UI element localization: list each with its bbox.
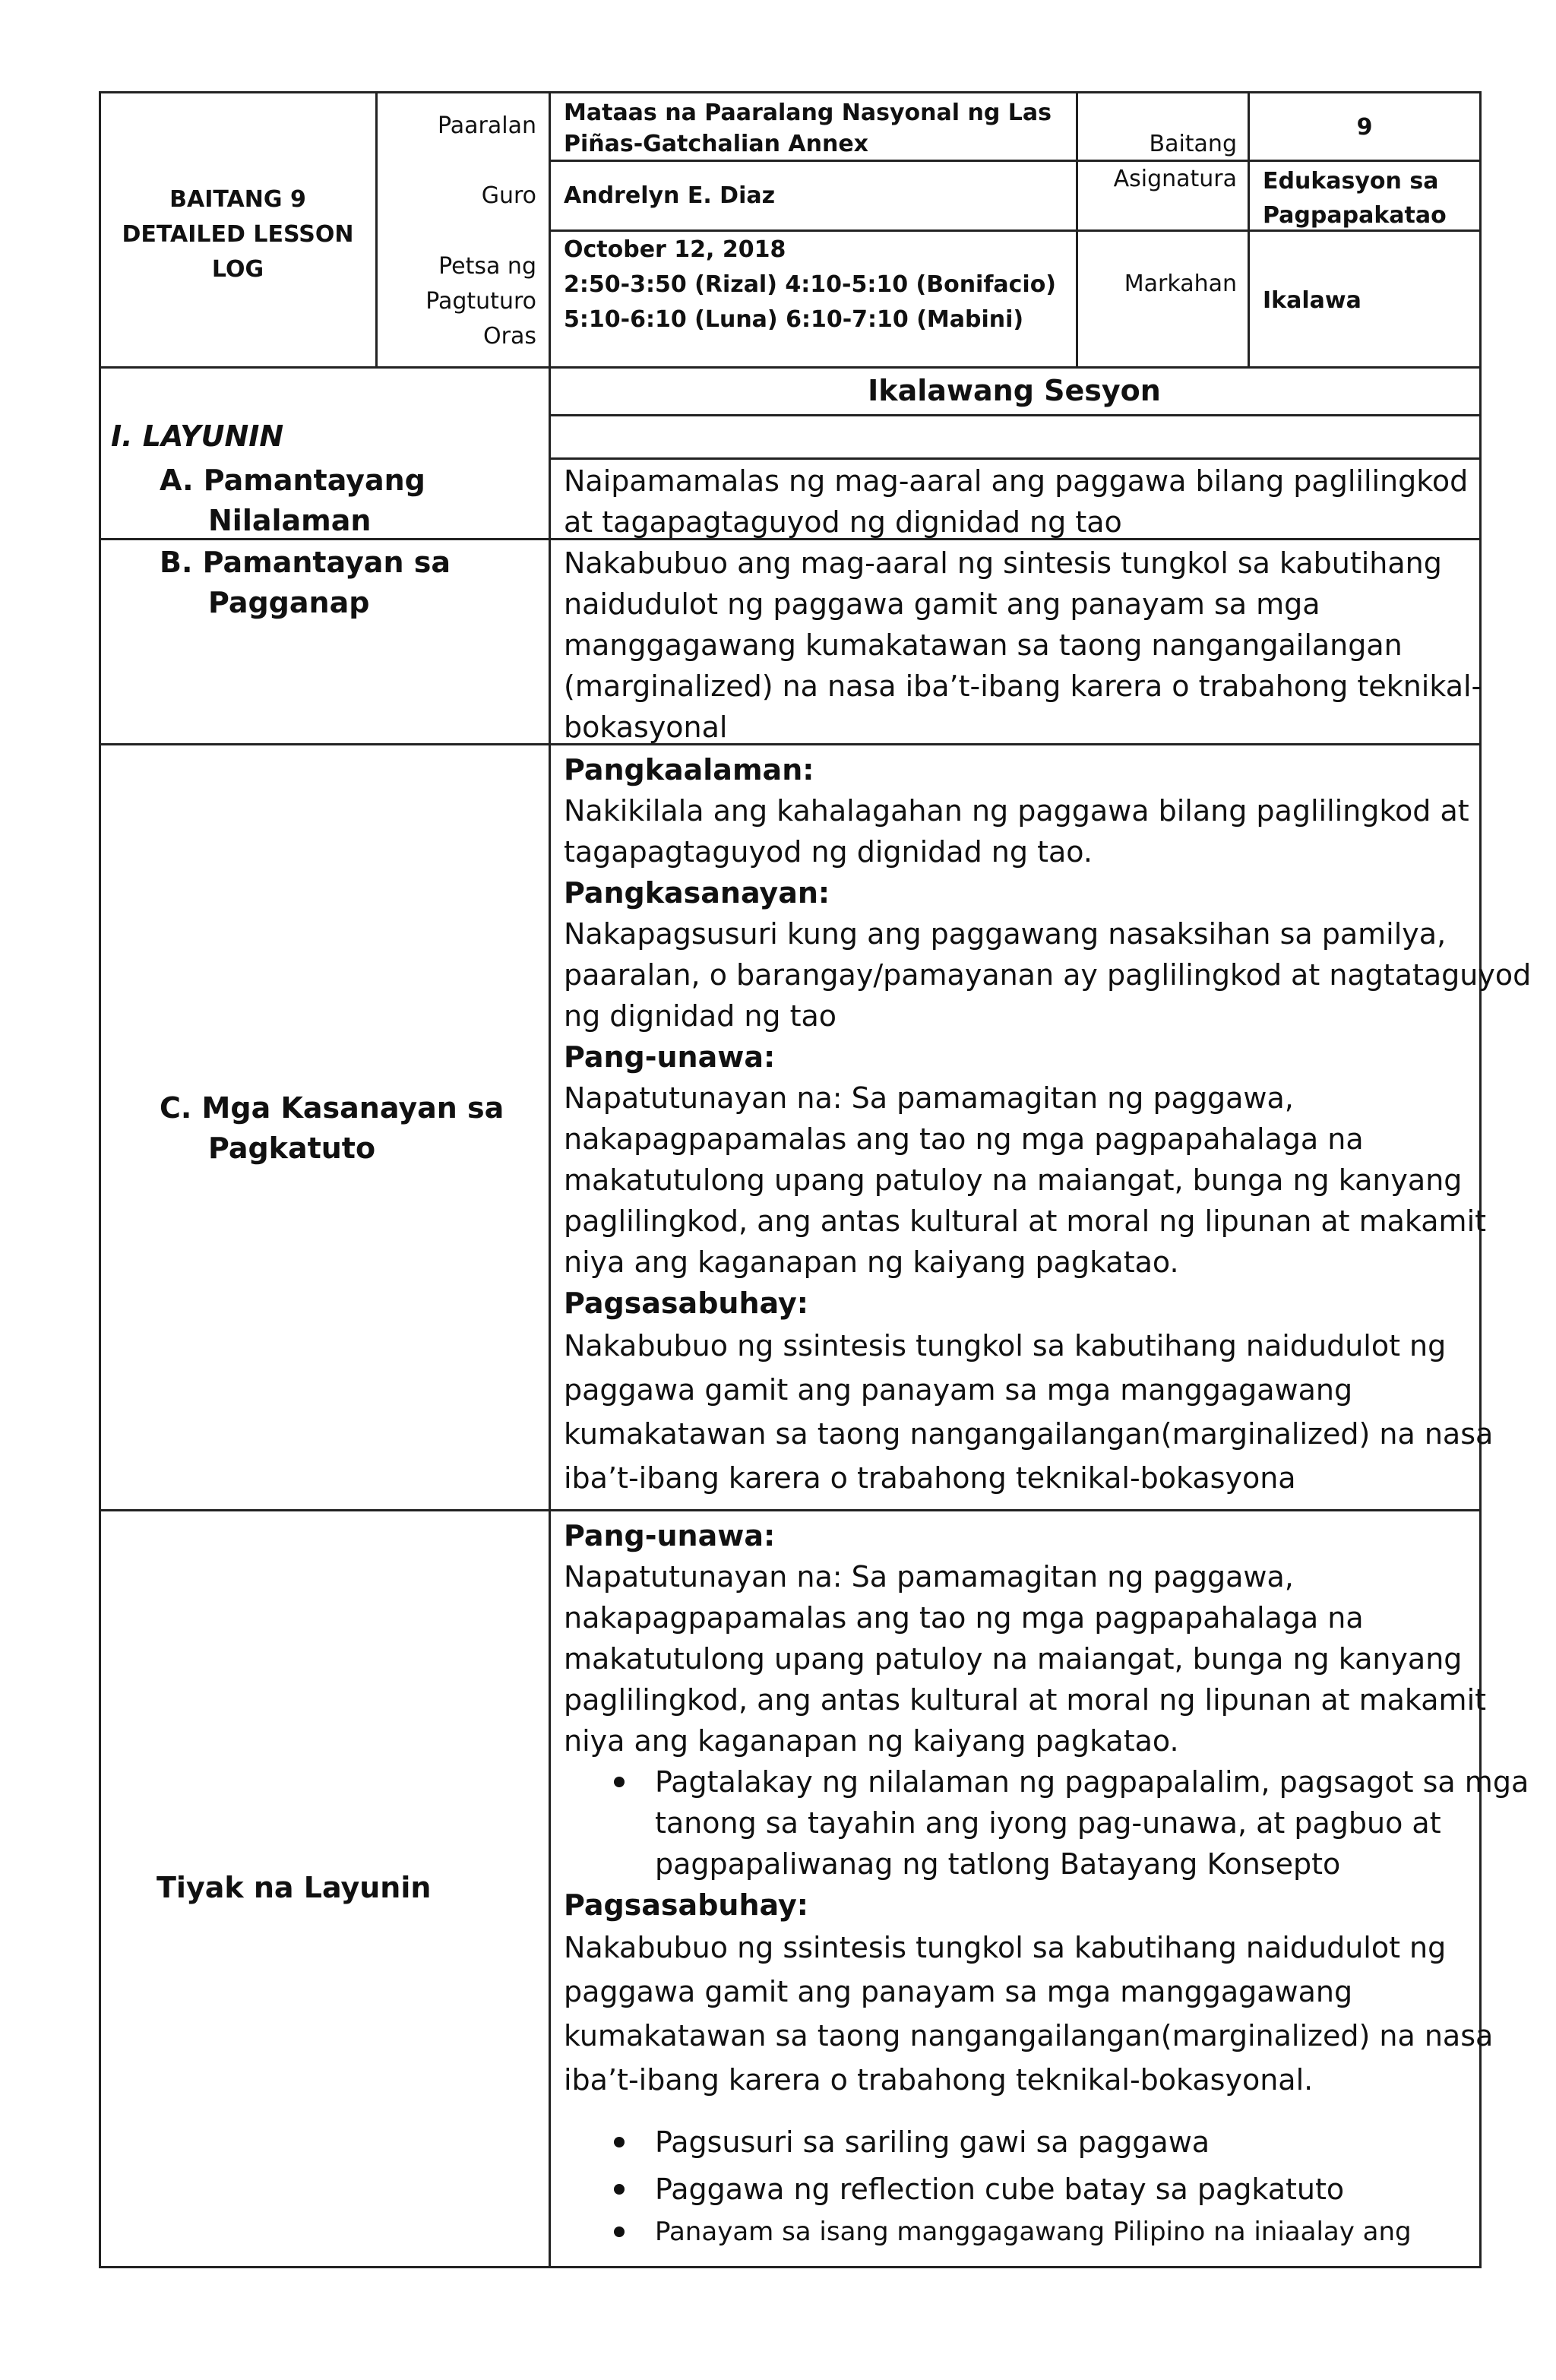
row-b-content: Nakabubuo ang mag-aaral ng sintesis tungkol sa kabutihang naidudulot ng paggawa gamit ang panayam sa mga manggagawang kumakatawan sa taong nangangailangan (marginalized) na nasa iba’t-ibang karera o trabahong teknikal- bokasyonal	[564, 546, 1482, 744]
row-d-content-bottom: Pagsasabuhay: Nakabubuo ng ssintesis tungkol sa kabutihang naidudulot ng paggawa gamit ang panayam sa mga manggagawang kumakatawan sa taong nangangailangan(marginalized) na nasa iba’t-ibang karera o trabahong teknikal-bokasyonal.	[564, 1885, 1493, 2102]
asignatura-value: Edukasyon sa Pagpapakatao	[1263, 168, 1447, 229]
row-a-label: A. Pamantayang Nilalaman	[160, 464, 425, 537]
section-title: I. LAYUNIN	[111, 419, 284, 453]
table-col-divider	[549, 91, 551, 2268]
asignatura-label: Asignatura	[1113, 166, 1237, 192]
paaralan-value: Mataas na Paaralang Nasyonal ng Las Piñas-Gatchalian Annex	[564, 100, 1052, 157]
table-bottom-border	[99, 2266, 1482, 2268]
petsa-label: Petsa ng Pagtuturo Oras	[425, 253, 536, 350]
bullet-dot	[614, 2227, 625, 2237]
doc-title: BAITANG 9 DETAILED LESSON LOG	[122, 186, 354, 283]
row-c-divider	[99, 1509, 1482, 1511]
pangkaalaman-heading: Pangkaalaman:	[564, 753, 814, 786]
guro-value: Andrelyn E. Diaz	[564, 182, 776, 209]
header-bottom-border	[99, 366, 1482, 369]
bullet-dot	[614, 2184, 625, 2195]
session-title: Ikalawang Sesyon	[868, 374, 1161, 407]
row-c-label: C. Mga Kasanayan sa Pagkatuto	[160, 1091, 504, 1165]
markahan-value: Ikalawa	[1263, 287, 1362, 314]
pang-unawa-heading: Pang-unawa:	[564, 1040, 776, 1074]
baitang-value: 9	[1356, 114, 1373, 141]
header-col-divider-4	[1248, 91, 1250, 369]
layunin-row-divider	[549, 457, 1482, 460]
d-bullet-1: Pagtalakay ng nilalaman ng pagpapalalim, pagsagot sa mga tanong sa tayahin ang iyong pag-unawa, at pagbuo at pagpapaliwanag ng tatlong Batayang Konsepto	[655, 1765, 1529, 1881]
d-bullet-3: Paggawa ng reflection cube batay sa pagkatuto	[655, 2173, 1345, 2206]
bullet-dot	[614, 2137, 625, 2147]
header-row-divider-1b	[1248, 160, 1482, 162]
table-left-border	[99, 91, 101, 2268]
row-c-content: Pangkaalaman: Nakikilala ang kahalagahan ng paggawa bilang paglilingkod at tagapagtaguyod ng dignidad ng tao. Pangkasanayan: Nakapagsusuri kung ang paggawang nasaksihan sa pamilya, paaralan, o barangay/pamayanan ay paglilingkod at nagtataguyod ng dignidad ng tao Pang-unawa: Napatutunayan na: Sa pamamagitan ng paggawa, nakapagpapamalas ang tao ng mga pagpapahalaga na makatutulong upang patuloy na maiangat, bunga ng kanyang paglilingkod, ang antas kultural at moral ng lipunan at makamit niya ang kaganapan ng kaiyang pagkatao. Pagsasabuhay: Nakabubuo ng ssintesis tungkol sa kabutihang naidudulot ng paggawa gamit ang panayam sa mga manggagawang kumakatawan sa taong nangangailangan(marginalized) na nasa iba’t-ibang karera o trabahong teknikal-bokasyona	[564, 749, 1531, 1500]
baitang-label: Baitang	[1149, 131, 1237, 157]
markahan-label: Markahan	[1124, 271, 1237, 297]
d-bullet-4: Panayam sa isang manggagawang Pilipino na iniaalay ang	[655, 2217, 1412, 2247]
d-pang-unawa-heading: Pang-unawa:	[564, 1519, 776, 1552]
pagsasabuhay-heading: Pagsasabuhay:	[564, 1287, 808, 1320]
row-d-content-top: Pang-unawa: Napatutunayan na: Sa pamamagitan ng paggawa, nakapagpapamalas ang tao ng mga pagpapahalaga na makatutulong upang patuloy na maiangat, bunga ng kanyang paglilingkod, ang antas kultural at moral ng lipunan at makamit niya ang kaganapan ng kaiyang pagkatao.	[564, 1515, 1486, 1761]
bullet-dot	[614, 1777, 625, 1787]
d-pagsasabuhay-heading: Pagsasabuhay:	[564, 1888, 808, 1922]
header-col-divider-1	[375, 91, 378, 369]
guro-label: Guro	[481, 182, 536, 209]
session-row-divider	[549, 414, 1482, 416]
header-top-border	[99, 91, 1482, 93]
row-d-label: Tiyak na Layunin	[157, 1871, 432, 1904]
paaralan-label: Paaralan	[438, 112, 536, 139]
row-b-label: B. Pamantayan sa Pagganap	[160, 546, 451, 619]
row-a-content: Naipamamalas ng mag-aaral ang paggawa bilang paglilingkod at tagapagtaguyod ng dignidad ng tao	[564, 464, 1469, 539]
pangkasanayan-heading: Pangkasanayan:	[564, 876, 830, 910]
petsa-value: October 12, 2018 2:50-3:50 (Rizal) 4:10-5:10 (Bonifacio) 5:10-6:10 (Luna) 6:10-7:10 (Mabini)	[564, 236, 1057, 333]
header-col-divider-3	[1076, 91, 1078, 369]
d-bullet-2: Pagsusuri sa sariling gawi sa paggawa	[655, 2125, 1210, 2159]
